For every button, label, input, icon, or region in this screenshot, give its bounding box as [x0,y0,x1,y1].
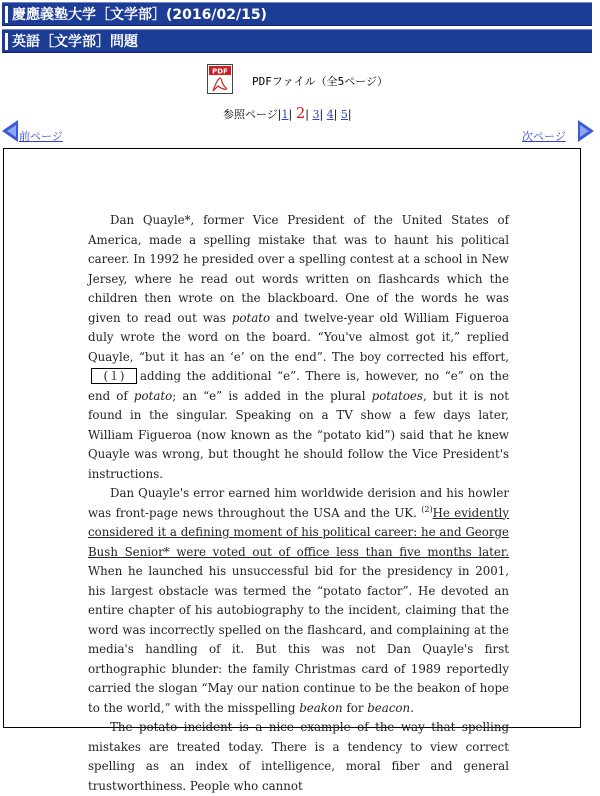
pdf-download-row [0,64,600,96]
p2-italic-beakon: beakon [299,700,343,715]
p1-text-c: and twelve-year old William Figueroa duly wrote the word on the board. “You've almost got it,” replied Quayle, “but it has an ‘e’ on the end”. The boy corrected his effort, [88,310,509,364]
page-link-4[interactable]: 4 [326,108,334,121]
page-link-1[interactable]: 1 [281,108,289,121]
exam-title-bar [2,2,592,26]
next-page-label[interactable]: 次ページ [522,130,566,143]
p2-text-a: Dan Quayle's error earned him worldwide derision and his howler was front-page news throughout the USA and the UK. [88,486,509,520]
page-link-3[interactable]: 3 [312,108,320,121]
paragraph-1 [88,211,509,484]
p1-text-d: adding the additional “e”. There is, however, no “e” on the end of [88,369,509,403]
p1-italic-potato: potato [231,310,271,325]
blank-box-1: (１) [91,368,137,384]
paragraph-3 [88,718,509,796]
p2-text-d: for [342,700,368,715]
exam-subtitle: 英語［文学部］問題 [12,34,138,50]
pdf-file-icon[interactable] [207,64,233,94]
title-bar-accent [5,6,8,23]
exam-title: 慶應義塾大学［文学部］(2016/02/15) [12,7,267,23]
p2-italic-beacon: beacon [367,700,411,715]
p1-text-h: , but it is not found in the singular. Speaking on a TV show a few days later, William Figueroa (now known as the “potato kid”) said that he knew Quayle was wrong, but thought he should follow the Vice President's instructions. [88,388,510,481]
next-page-link[interactable] [522,120,594,142]
p2-text-b: When he launched his unsuccessful bid for the presidency in 2001, his largest obstacle was termed the “potato factor”. He devoted an entire chapter of his autobiography to the incident, claiming that the word was incorrectly spelled on the flashcard, and complaining at the media's handling of it. But this was not Dan Quayle's first orthographic blunder: the family Christmas card of 1989 reportedly carried the slogan “May our nation continue to be the beakon of hope to the world,” with the misspelling [88,564,509,715]
reference-label: 参照ページ [223,108,278,121]
pdf-file-label[interactable]: PDFファイル（全5ページ） [252,75,389,88]
next-arrow-icon-highlight [580,125,589,137]
p2-text-f: . [410,700,414,715]
page-link-5[interactable]: 5 [340,108,348,121]
exam-subtitle-bar [2,29,592,53]
prev-page-label[interactable]: 前ページ [19,130,63,143]
p1-italic-potato-2: potato [133,388,173,403]
underlined-sentence-2: He evidently considered it a defining moment of his political career: he and George Bush Senior* were voted out of office less than five months later. [88,505,509,559]
p3-text-a: The potato incident is a nice example of the way that spelling mistakes are treated today. There is a tendency to view correct spelling as an index of intelligence, moral fiber and general trustworthiness. People who cannot [88,720,509,793]
paragraph-2 [88,484,509,718]
prev-arrow-icon-highlight [7,125,16,137]
reference-pages: 参照ページ|1| 2| 3| 4| 5| [223,104,352,122]
p1-text-f: ; an “e” is added in the plural [172,388,372,403]
subtitle-bar-accent [5,33,8,50]
passage-text [88,211,509,796]
note-marker-2: (2) [421,504,433,514]
p1-text-a: Dan Quayle*, former Vice President of the United States of America, made a spelling mistake that was to haunt his political career. In 1992 he presided over a spelling contest at a school in New Jersey, where he read out words written on flashcards which the children then wrote on the blackboard. One of the words he was given to read out was [88,213,509,325]
page-current-2: 2 [295,104,306,122]
pdf-icon-text: PDF [212,67,228,76]
p1-italic-potatoes: potatoes [371,388,423,403]
document-page-frame [3,148,581,793]
